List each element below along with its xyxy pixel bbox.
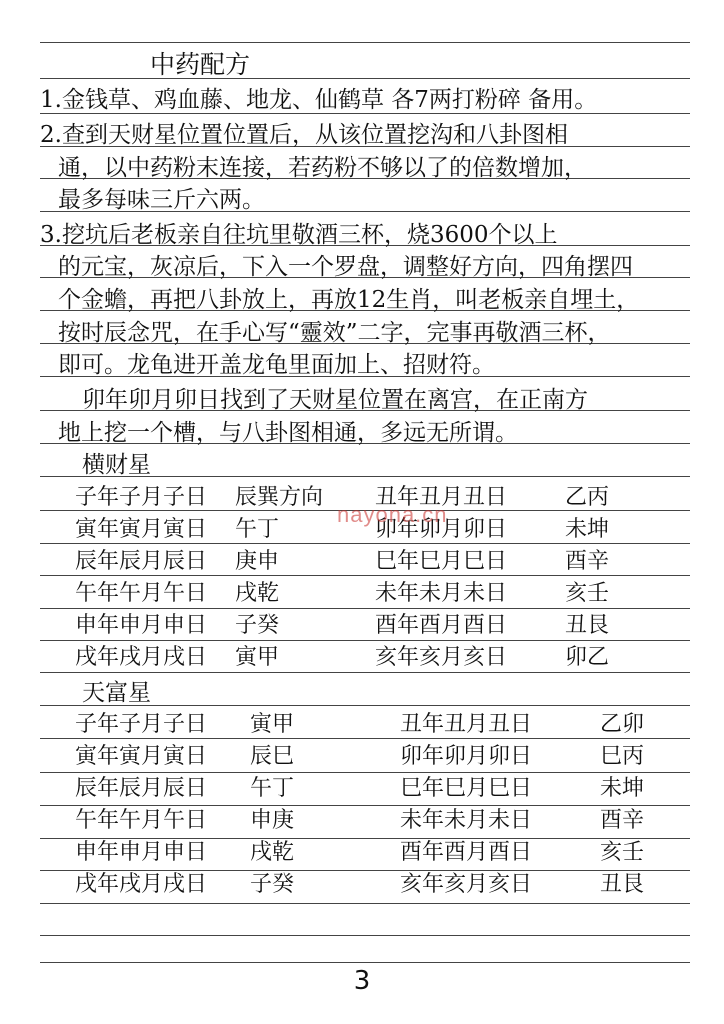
paragraph-line: 通，以中药粉末连接，若药粉不够以了的倍数增加，: [58, 155, 587, 181]
table-row: [55, 870, 695, 900]
table-cell: 午年午月午日: [75, 808, 208, 833]
table-row: [55, 774, 695, 804]
table-cell: 寅甲: [250, 712, 295, 737]
paragraph-line: 个金蟾，再把八卦放上，再放12生肖，叫老板亲自埋土，: [58, 287, 640, 313]
table-cell: 乙卯: [600, 712, 645, 737]
table-cell: 未年未月未日: [375, 581, 508, 606]
paragraph-line: 最多每味三斤六两。: [58, 187, 265, 213]
table-cell: 丑艮: [600, 872, 645, 897]
table-cell: 寅年寅月寅日: [75, 517, 208, 542]
table-cell: 子癸: [250, 872, 295, 897]
table-cell: 辰巽方向: [235, 485, 324, 510]
ruled-line: [40, 935, 690, 936]
table-cell: 丑年丑月丑日: [375, 485, 508, 510]
table-cell: 酉辛: [565, 549, 610, 574]
table-cell: 未坤: [600, 776, 645, 801]
table-cell: 乙丙: [565, 485, 610, 510]
table-cell: 申年申月申日: [75, 613, 208, 638]
table-cell: 酉年酉月酉日: [400, 840, 533, 865]
table-cell: 巳年巳月巳日: [400, 776, 533, 801]
paragraph-line: 3.挖坑后老板亲自往坑里敬酒三杯，烧3600个以上: [40, 222, 558, 248]
table-cell: 卯年卯月卯日: [375, 517, 508, 542]
table-cell: 戌年戌月戌日: [75, 872, 208, 897]
table-cell: 辰巳: [250, 744, 295, 769]
table-cell: 酉辛: [600, 808, 645, 833]
section-heading-heng-cai-xing: 横财星: [82, 452, 151, 478]
ruled-line: [40, 903, 690, 904]
table-row: [55, 611, 695, 641]
table-cell: 丑年丑月丑日: [400, 712, 533, 737]
table-cell: 丑艮: [565, 613, 610, 638]
ruled-line: [40, 42, 690, 43]
table-cell: 庚申: [235, 549, 280, 574]
table-cell: 辰年辰月辰日: [75, 776, 208, 801]
paragraph-line: 地上挖一个槽，与八卦图相通，多远无所谓。: [58, 420, 518, 446]
table-cell: 巳丙: [600, 744, 645, 769]
table-cell: 辰年辰月辰日: [75, 549, 208, 574]
paragraph-line: 的元宝，灰凉后，下入一个罗盘，调整好方向，四角摆四: [58, 254, 633, 280]
table-row: [55, 838, 695, 868]
paragraph-line: 即可。龙龟进开盖龙龟里面加上、招财符。: [58, 352, 495, 378]
table-cell: 酉年酉月酉日: [375, 613, 508, 638]
table-row: [55, 643, 695, 673]
table-row: [55, 742, 695, 772]
table-cell: 午年午月午日: [75, 581, 208, 606]
table-cell: 卯乙: [565, 645, 610, 670]
table-cell: 亥年亥月亥日: [400, 872, 533, 897]
paragraph-line: 按时辰念咒，在手心写“靈效”二字，完事再敬酒三杯，: [58, 320, 611, 346]
table-row: [55, 547, 695, 577]
paragraph-line: 卯年卯月卯日找到了天财星位置在离宫，在正南方: [82, 387, 588, 413]
ruled-line: [40, 962, 690, 963]
ruled-line: [40, 772, 690, 773]
table-cell: 未年未月未日: [400, 808, 533, 833]
table-cell: 寅年寅月寅日: [75, 744, 208, 769]
table-cell: 戌年戌月戌日: [75, 645, 208, 670]
table-cell: 戌乾: [250, 840, 295, 865]
table-cell: 午丁: [250, 776, 295, 801]
table-cell: 戌乾: [235, 581, 280, 606]
table-cell: 亥年亥月亥日: [375, 645, 508, 670]
table-cell: 巳年巳月巳日: [375, 549, 508, 574]
paragraph-line: 1.金钱草、鸡血藤、地龙、仙鹤草 各7两打粉碎 备用。: [40, 87, 598, 113]
table-row: [55, 806, 695, 836]
table-cell: 亥壬: [600, 840, 645, 865]
table-row: [55, 710, 695, 740]
section-heading-tian-fu-xing: 天富星: [82, 680, 151, 706]
table-cell: 寅甲: [235, 645, 280, 670]
paragraph-line: 2.查到天财星位置位置后，从该位置挖沟和八卦图相: [40, 122, 568, 148]
table-cell: 亥壬: [565, 581, 610, 606]
table-cell: 子年子月子日: [75, 485, 208, 510]
table-cell: 卯年卯月卯日: [400, 744, 533, 769]
table-cell: 午丁: [235, 517, 280, 542]
table-cell: 申年申月申日: [75, 840, 208, 865]
watermark: nayona.cn: [337, 502, 448, 527]
page-title: 中药配方: [150, 50, 251, 79]
table-cell: 未坤: [565, 517, 610, 542]
table-row: [55, 579, 695, 609]
table-cell: 子癸: [235, 613, 280, 638]
table-cell: 申庚: [250, 808, 295, 833]
table-cell: 子年子月子日: [75, 712, 208, 737]
page-number: 3: [353, 966, 371, 996]
